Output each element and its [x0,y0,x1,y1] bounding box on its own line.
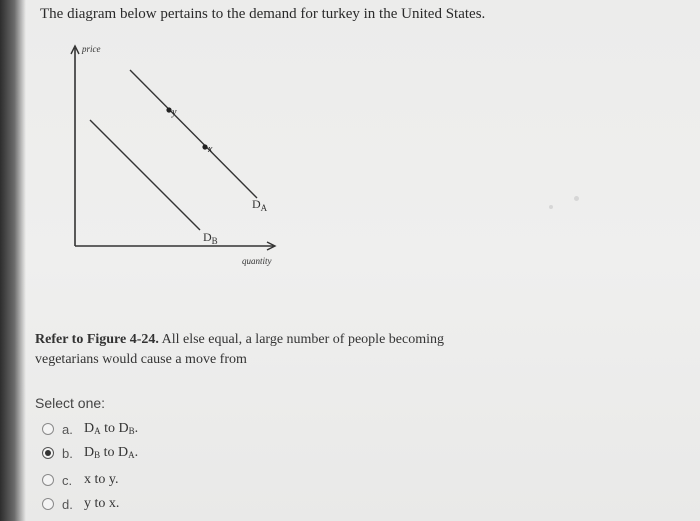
point-x-label: x [208,144,213,155]
radio-option-c[interactable] [42,474,54,486]
option-letter: c. [62,472,73,488]
option-letter: b. [62,445,73,461]
figure-reference: Refer to Figure 4-24. [35,332,159,347]
option-letter: d. [62,496,73,512]
demand-diagram [60,40,300,280]
option-a[interactable] [42,419,138,439]
select-one-label: Select one: [35,395,106,411]
curve-a-label: $D_A$ [252,197,268,213]
option-text[interactable]: x to y. [84,472,119,487]
radio-option-b-selected[interactable] [42,447,54,459]
option-text[interactable]: y to x. [84,496,120,511]
option-c[interactable] [42,470,118,490]
demand-curve-b [90,120,200,230]
question-intro: The diagram below pertains to the demand for turkey in the United States. [40,6,486,22]
y-axis-label: price [82,44,101,54]
point-y-marker [166,107,171,112]
screen-speck [574,196,579,201]
screen-speck [549,205,553,209]
window-edge-shadow [0,0,26,521]
option-b[interactable] [42,443,138,463]
curve-b-label: $D_B$ [203,230,218,246]
option-letter: a. [62,421,73,437]
radio-option-a[interactable] [42,423,54,435]
point-y-label: y [172,107,177,118]
question-prompt: All else equal, a large number of people becoming vegetarians would cause a move from [35,332,444,367]
x-axis-label: quantity [242,256,272,266]
radio-option-d[interactable] [42,498,54,510]
option-d[interactable] [42,494,119,514]
option-text[interactable]: $D_B$ to $D_A$. [84,445,139,460]
question-text [35,330,475,370]
point-x-marker [202,144,207,149]
option-text[interactable]: $D_A$ to $D_B$. [84,421,139,436]
